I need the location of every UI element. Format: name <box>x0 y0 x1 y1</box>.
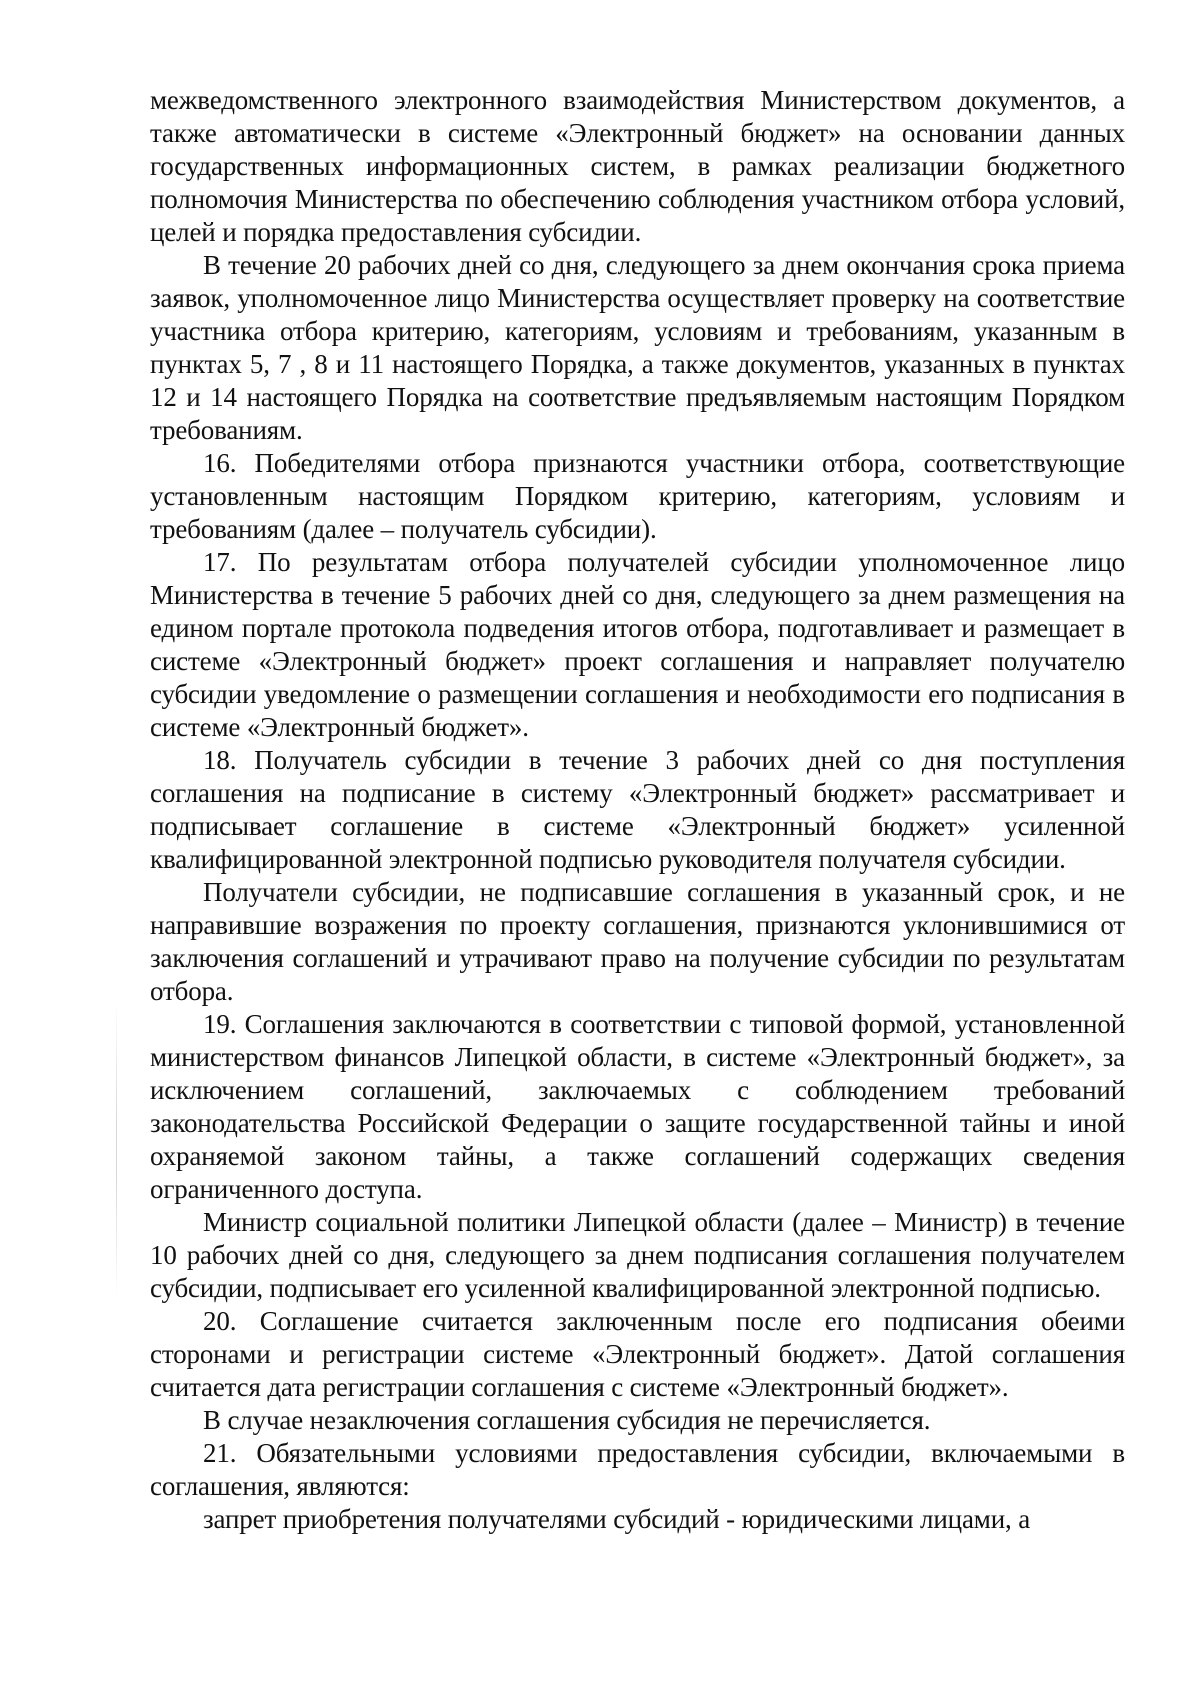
paragraph-21-mandatory-conditions: 21. Обязательными условиями предоставления субсидии, включаемыми в соглашения, являются: <box>150 1438 1125 1501</box>
scan-edge-shadow <box>116 1000 117 1300</box>
paragraph-review-period: В течение 20 рабочих дней со дня, следующего за днем окончания срока приема заявок, уполномоченное лицо Министерства осуществляет проверку на соответствие участника отбора критерию, категориям, условиям и требованиям, указанным в пунктах 5, 7 , 8 и 11 настоящего Порядка, а также документов, указанных в пунктах 12 и 14 настоящего Порядка на соответствие предъявляемым настоящим Порядком требованиям. <box>150 250 1125 445</box>
paragraph-17-agreement-preparation: 17. По результатам отбора получателей субсидии уполномоченное лицо Министерства в течение 5 рабочих дней со дня, следующего за днем размещения на едином портале протокола подведения итогов отбора, подготавливает и размещает в системе «Электронный бюджет» проект соглашения и направляет получателю субсидии уведомление о размещении соглашения и необходимости его подписания в системе «Электронный бюджет». <box>150 547 1125 742</box>
paragraph-no-transfer: В случае незаключения соглашения субсидия не перечисляется. <box>203 1405 931 1435</box>
paragraph-16-winners: 16. Победителями отбора признаются участники отбора, соответствующие установленным настоящим Порядком критерию, категориям, условиям и требованиям (далее – получатель субсидии). <box>150 448 1125 544</box>
paragraph-evasion: Получатели субсидии, не подписавшие соглашения в указанный срок, и не направившие возражения по проекту соглашения, признаются уклонившимися от заключения соглашений и утрачивают право на получение субсидии по результатам отбора. <box>150 877 1125 1006</box>
paragraph-continuation: межведомственного электронного взаимодействия Министерством документов, а также автоматически в системе «Электронный бюджет» на основании данных государственных информационных систем, в рамках реализации бюджетного полномочия Министерства по обеспечению соблюдения участником отбора условий, целей и порядка предоставления субсидии. <box>150 85 1125 247</box>
paragraph-prohibition: запрет приобретения получателями субсидий - юридическими лицами, а <box>203 1504 1031 1534</box>
paragraph-20-agreement-concluded: 20. Соглашение считается заключенным после его подписания обеими сторонами и регистрации системе «Электронный бюджет». Датой соглашения считается дата регистрации соглашения с системе «Электронный бюджет». <box>150 1306 1125 1402</box>
document-body <box>150 84 1125 1536</box>
paragraph-18-agreement-signing: 18. Получатель субсидии в течение 3 рабочих дней со дня поступления соглашения на подписание в систему «Электронный бюджет» рассматривает и подписывает соглашение в системе «Электронный бюджет» усиленной квалифицированной электронной подписью руководителя получателя субсидии. <box>150 745 1125 874</box>
paragraph-minister-signature: Министр социальной политики Липецкой области (далее – Министр) в течение 10 рабочих дней со дня, следующего за днем подписания соглашения получателем субсидии, подписывает его усиленной квалифицированной электронной подписью. <box>150 1207 1125 1303</box>
paragraph-19-agreement-form: 19. Соглашения заключаются в соответствии с типовой формой, установленной министерством финансов Липецкой области, в системе «Электронный бюджет», за исключением соглашений, заключаемых с соблюдением требований законодательства Российской Федерации о защите государственной тайны и иной охраняемой законом тайны, а также соглашений содержащих сведения ограниченного доступа. <box>150 1009 1125 1204</box>
